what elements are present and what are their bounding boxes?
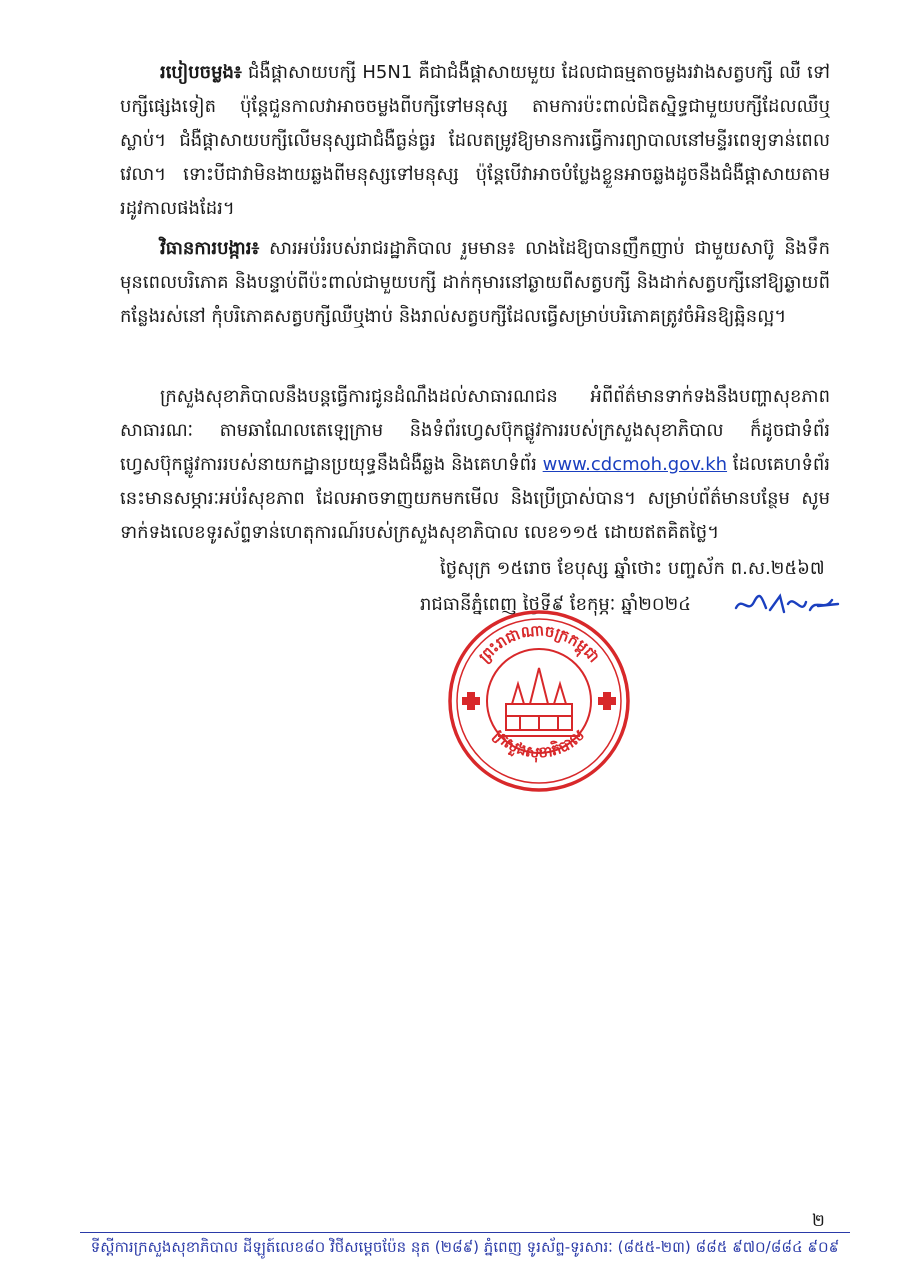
paragraph-lead: វិធានការបង្ការ៖	[160, 238, 260, 259]
place-date: រាជធានីភ្នំពេញ ថ្ងៃទី៩ ខែកុម្ភៈ ឆ្នាំ២០២៤	[420, 594, 691, 615]
paragraph-transmission	[120, 56, 830, 226]
signature-icon	[732, 590, 842, 620]
page-number: ២	[812, 1211, 825, 1231]
seal-text-top: ព្រះរាជាណាចក្រកម្ពុជា	[475, 621, 603, 667]
paragraph-prevention	[120, 232, 830, 334]
ministry-seal-icon	[446, 608, 632, 794]
paragraph-text: សារអប់រំរបស់រាជរដ្ឋាភិបាល រួមមាន៖ លាងដៃឱ្យបានញឹកញាប់ ជាមួយសាប៊ូ និងទឹកមុនពេលបរិភោគ និងបន្ទាប់ពីប៉ះពាល់ជាមួយបក្សី ដាក់កុមារនៅឆ្ងាយពីសត្វបក្សី និងដាក់សត្វបក្សីនៅឱ្យឆ្ងាយពីកន្លែងរស់នៅ កុំបរិភោគសត្វបក្សីឈឺឬងាប់ និងរាល់សត្វបក្សីដែលធ្វើសម្រាប់បរិភោគត្រូវចំអិនឱ្យឆ្អិនល្អ។	[120, 238, 830, 327]
paragraph-information	[120, 380, 830, 550]
paragraph-text: ដែលគេហទំព័រនេះមានសម្ភារៈអប់រំសុខភាព ដែលអាចទាញយកមកមើល និងប្រើប្រាស់បាន។ សម្រាប់ព័ត៌មានបន្ថែម សូមទាក់ទងលេខទូរស័ព្ទទាន់ហេតុការណ៍របស់ក្រសួងសុខាភិបាល លេខ១១៥ ដោយឥតគិតថ្លៃ។	[120, 454, 831, 543]
footer-divider	[80, 1232, 850, 1233]
paragraph-lead: របៀបចម្លង៖	[160, 62, 242, 83]
seal-text-bottom: ក្រសួងសុខាភិបាល	[490, 725, 588, 762]
paragraph-text: ក្រសួងសុខាភិបាលនឹងបន្តធ្វើការជូនដំណឹងដល់សាធារណជន អំពីព័ត៌មានទាក់ទងនឹងបញ្ហាសុខភាពសាធារណៈ តាមឆាណែលតេឡេក្រាម និងទំព័រហ្វេសប៊ុកផ្លូវការរបស់ក្រសួងសុខាភិបាល ក៏ដូចជាទំព័រហ្វេសប៊ុកផ្លូវការរបស់នាយកដ្ឋានប្រយុទ្ធនឹងជំងឺឆ្លង និងគេហទំព័រ	[120, 386, 830, 475]
website-link[interactable]: www.cdcmoh.gov.kh	[542, 454, 728, 475]
lunar-date: ថ្ងៃសុក្រ ១៥រោច ខែបុស្ស ឆ្នាំថោះ បញ្ចស័ក ព.ស.២៥៦៧	[440, 558, 825, 579]
footer-address: ទីស្តីការក្រសួងសុខាភិបាល ដីឡូត៍លេខ៨០ វិថីសម្តេចប៉ែន នុត (២៨៩) ភ្នំពេញ ទូរស័ព្ទ-ទូរសារៈ (៨៥៥-២៣) ៨៨៥ ៩៧០/៨៨៤ ៩០៩	[90, 1238, 840, 1256]
paragraph-text: ជំងឺផ្តាសាយបក្សី H5N1 គឺជាជំងឺផ្តាសាយមួយ ដែលជាធម្មតាចម្លងរវាងសត្វបក្សី ឈឺ ទៅបក្សីផ្សេងទៀត ប៉ុន្តែជួនកាលវាអាចចម្លងពីបក្សីទៅមនុស្ស តាមការប៉ះពាល់ជិតស្និទ្ធជាមួយបក្សីដែលឈឺឬស្លាប់។ ជំងឺផ្តាសាយបក្សីលើមនុស្សជាជំងឺធ្ងន់ធ្ងរ ដែលតម្រូវឱ្យមានការធ្វើការព្យាបាលនៅមន្ទីរពេទ្យទាន់ពេលវេលា។ ទោះបីជាវាមិនងាយឆ្លងពីមនុស្សទៅមនុស្ស ប៉ុន្តែបើវាអាចបំប្លែងខ្លួនអាចឆ្លងដូចនឹងជំងឺផ្តាសាយតាមរដូវកាលផងដែរ។	[120, 62, 830, 219]
